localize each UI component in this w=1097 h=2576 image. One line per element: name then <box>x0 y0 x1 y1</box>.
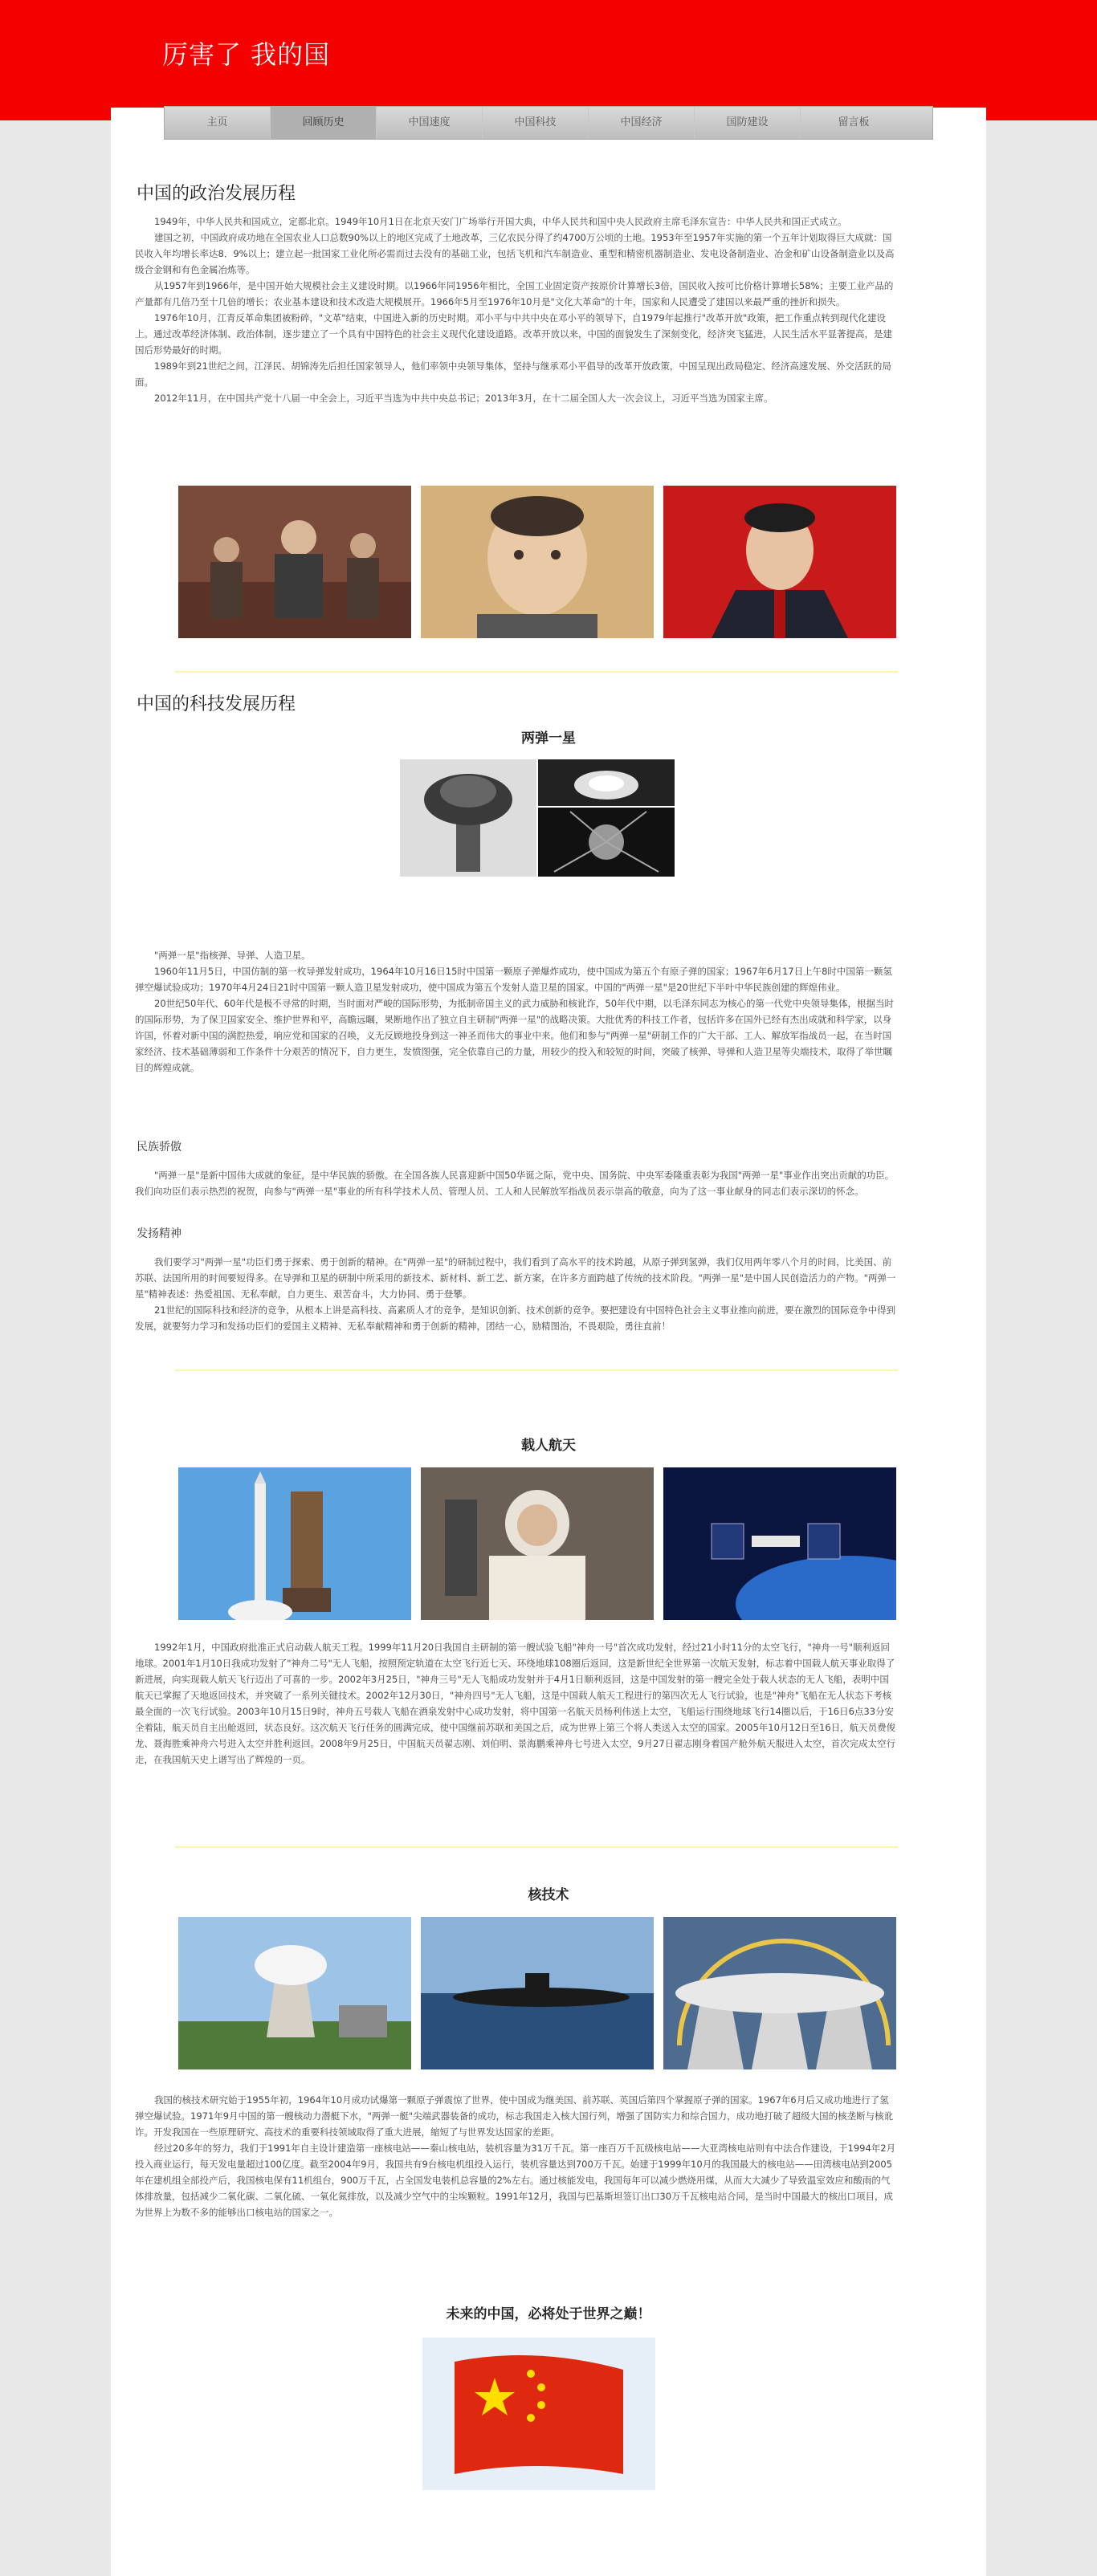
politics-title: 中国的政治发展历程 <box>137 184 296 204</box>
xi-portrait-photo <box>663 486 896 638</box>
nuclear-plant-photo <box>178 1917 411 2069</box>
spirit-paragraph: 我们要学习"两弹一星"功臣们勇于探索、勇于创新的精神。在"两弹一星"的研制过程中，我们看到了高水平的技术跨越，从原子弹到氢弹，我们仅用两年零八个月的时间，比美国、前苏联、法国所用的时间要短得多。在导弹和卫星的研制中所采用的新技术、新材料、新工艺、新方案，在许多方面跨越了传统的技术阶段。"两弹一星"是中国人民创造活力的产物。"两弹一星"精神表述：热爱祖国、无私奉献，自力更生、艰苦奋斗，大力协同、勇于登攀。 <box>135 1256 896 1300</box>
nav-item-guestbook[interactable]: 留言板 <box>838 116 870 128</box>
politics-paragraph: 2012年11月，在中国共产党十八届一中全会上，习近平当选为中共中央总书记；2013年3月，在十二届全国人大一次会议上，习近平当选为国家主席。 <box>154 393 773 404</box>
main-nav <box>164 106 933 140</box>
mao-founding-photo <box>178 486 411 638</box>
section-divider <box>175 671 898 673</box>
section-divider <box>175 1369 898 1371</box>
pride-paragraph: "两弹一星"是新中国伟大成就的象征，是中华民族的骄傲。在全国各族人民喜迎新中国50华诞之际，党中央、国务院、中央军委隆重表彰为我国"两弹一星"事业作出突出贡献的功臣。我们向功臣们表示热烈的祝贺，向参与"两弹一星"事业的所有科学技术人员、管理人员、工人和人民解放军指战员表示崇高的敬意，向为了这一事业献身的同志们表示深切的怀念。 <box>135 1170 895 1197</box>
section-divider <box>175 1846 898 1848</box>
liangdan-paragraph: "两弹一星"指核弹、导弹、人造卫星。 <box>154 950 311 961</box>
politics-paragraph: 1989年到21世纪之间，江泽民、胡锦涛先后担任国家领导人，他们率领中央领导集体，坚持与继承邓小平倡导的改革开放政策，中国呈现出政局稳定、经济高速发展、外交活跃的局面。 <box>135 360 891 388</box>
liangdan-text <box>135 947 898 1076</box>
header-bar <box>0 0 1097 120</box>
cooling-towers-photo <box>663 1917 896 2069</box>
deng-portrait-photo <box>421 486 654 638</box>
spirit-text <box>135 1254 898 1334</box>
pride-title: 民族骄傲 <box>137 1141 181 1154</box>
nuclear-text <box>135 2092 898 2220</box>
site-title: 厉害了 我的国 <box>162 39 331 70</box>
liangdan-paragraph: 20世纪50年代、60年代是极不寻常的时期，当时面对严峻的国际形势，为抵制帝国主义的武力威胁和核讹诈，50年代中期，以毛泽东同志为核心的第一代党中央领导集体，根据当时的国际形势，为了保卫国家安全、维护世界和平，高瞻远瞩，果断地作出了独立自主研制"两弹一星"的战略决策。大批优秀的科技工作者，包括许多在国外已经有杰出成就和科学家，以身许国，怀着对新中国的满腔热爱，响应党和国家的召唤，义无反顾地投身到这一神圣而伟大的事业中来。他们和参与"两弹一星"研制工作的广大干部、工人、解放军指战员一起，在当时国家经济、技术基础薄弱和工作条件十分艰苦的情况下，自力更生，发愤图强，完全依靠自己的力量，用较少的投入和较短的时间，突破了核弹、导弹和人造卫星等尖端技术，取得了举世瞩目的辉煌成就。 <box>135 998 895 1073</box>
nav-item-speed[interactable]: 中国速度 <box>377 107 483 139</box>
nav-item-history[interactable]: 回顾历史 <box>271 107 377 139</box>
spirit-title: 发扬精神 <box>137 1227 181 1240</box>
rocket-launch-photo <box>178 1467 411 1620</box>
china-flag-photo <box>422 2338 655 2490</box>
nuclear-title: 核技术 <box>528 1887 569 1903</box>
pride-text <box>135 1167 898 1199</box>
politics-paragraph: 从1957年到1966年，是中国开始大规模社会主义建设时期。以1966年同1956年相比，全国工业固定资产按原价计算增长3倍，国民收入按可比价格计算增长58%；主要工业产品的产量都有几倍乃至十几倍的增长；农业基本建设和技术改造大规模展开。1966年5月至1976年10月是"文化大革命"的十年，国家和人民遭受了建国以来最严重的挫折和损失。 <box>135 280 894 307</box>
spirit-paragraph: 21世纪的国际科技和经济的竞争，从根本上讲是高科技、高素质人才的竞争，是知识创新、技术创新的竞争。要把建设有中国特色社会主义事业推向前进，要在激烈的国际竞争中得到发展，就要努力学习和发扬功臣们的爱国主义精神、无私奉献精神和勇于创新的精神，团结一心，励精图治，不畏艰险，勇往直前！ <box>135 1304 896 1332</box>
space-station-photo <box>663 1467 896 1620</box>
politics-paragraph: 1976年10月，江青反革命集团被粉碎，"文革"结束，中国进入新的历史时期。邓小平与中共中央在邓小平的领导下，自1979年起推行"改革开放"政策，把工作重点转到现代化建设上。通过改革经济体制、政治体制，逐步建立了一个具有中国特色的社会主义现代化建设道路。改革开放以来，中国的面貌发生了深刻变化，经济突飞猛进，人民生活水平显著提高，是建国后形势最好的时期。 <box>135 312 892 356</box>
liangdan-paragraph: 1960年11月5日，中国仿制的第一枚导弹发射成功，1964年10月16日15时中国第一颗原子弹爆炸成功，使中国成为第五个有原子弹的国家；1967年6月17日上午8时中国第一颗氢弹空爆试验成功；1970年4月24日21时中国第一颗人造卫星发射成功，使中国成为第五个发射人造卫星的国家。中国的"两弹一星"是20世纪下半叶中华民族创建的辉煌伟业。 <box>135 966 892 993</box>
astronaut-photo <box>421 1467 654 1620</box>
mushroom-cloud-photo <box>400 759 536 877</box>
satellite-photo <box>538 808 675 877</box>
nav-item-technology[interactable]: 中国科技 <box>483 107 589 139</box>
future-title: 未来的中国，必将处于世界之巅！ <box>446 2306 651 2322</box>
nuclear-paragraph: 经过20多年的努力，我们于1991年自主设计建造第一座核电站——秦山核电站，装机容量为31万千瓦。第一座百万千瓦级核电站——大亚湾核电站则有中法合作建设，于1994年2月投入商业运行，每天发电量超过100亿度。截至2004年9月，我国共有9台核电机组投入运行，装机容量达到700万千瓦。始建于1999年10月的我国最大的核电站——田湾核电站到2005年在建机组全部投产后，我国核电保有11机组台，900万千瓦，占全国发电装机总容量的2%左右。通过核能发电，我国每年可以减少燃烧用煤，从而大大减少了导致温室效应和酸雨的气体排放量，包括减少二氧化碳、二氧化硫、一氧化氮排放，以及减少空气中的尘埃颗粒。1991年12月，我国与巴基斯坦签订出口30万千瓦核电站合同，是当时中国最大的核出口项目，成为世界上为数不多的能够出口核电站的国家之一。 <box>135 2143 896 2218</box>
submarine-photo <box>421 1917 654 2069</box>
explosion-photo <box>538 759 675 806</box>
liangdan-title: 两弹一星 <box>521 730 576 747</box>
politics-paragraph: 1949年，中华人民共和国成立，定都北京。1949年10月1日在北京天安门广场举行开国大典，中华人民共和国中央人民政府主席毛泽东宣告：中华人民共和国正式成立。 <box>154 216 847 227</box>
tech-title: 中国的科技发展历程 <box>137 694 296 714</box>
politics-text <box>135 214 898 406</box>
space-text <box>135 1639 898 1768</box>
politics-paragraph: 建国之初，中国政府成功地在全国农业人口总数90%以上的地区完成了土地改革，三亿农民分得了约4700万公顷的土地。1953年至1957年实施的第一个五年计划取得巨大成就：国民收入年均增长率达8．9%以上；建立起一批国家工业化所必需而过去没有的基础工业，包括飞机和汽车制造业、重型和精密机器制造业、发电设备制造业、冶金和矿山设备制造业以及高级合金钢和有色金属冶炼等。 <box>135 232 895 275</box>
nav-item-defense[interactable]: 国防建设 <box>695 107 801 139</box>
nuclear-paragraph: 我国的核技术研究始于1955年初，1964年10月成功试爆第一颗原子弹震惊了世界，使中国成为继美国、前苏联、英国后第四个掌握原子弹的国家。1967年6月后又成功地进行了氢弹空爆试验。1971年9月中国的第一艘核动力潜艇下水，"两弹一艇"尖端武器装备的成功，标志我国走入核大国行列，增强了国防实力和综合国力，成功地打破了超级大国的核垄断与核讹诈。开发我国在一些原理研究、高技术的重要科技领域取得了重大进展，缩短了与世界发达国家的差距。 <box>135 2094 894 2138</box>
nav-item-home[interactable]: 主页 <box>165 107 271 139</box>
space-title: 载人航天 <box>521 1438 576 1454</box>
space-paragraph: 1992年1月，中国政府批准正式启动载人航天工程。1999年11月20日我国自主研制的第一艘试验飞船"神舟一号"首次成功发射，经过21小时11分的太空飞行，"神舟一号"顺利返回地球。2001年1月10日我成功发射了"神舟二号"无人飞船，按照预定轨道在太空飞行近七天、环绕地球108圈后返回，这是新世纪全世界第一次航天发射，标志着中国载人航天事业取得了新进展，向实现载人航天飞行迈出了可喜的一步。2002年3月25日，"神舟三号"无人飞船成功发射并于4月1日顺利返回，这是中国发射的第一艘完全处于载人状态的无人飞船，表明中国航天已掌握了天地返回技术，并突破了一系列关键技术。2002年12月30日，"神舟四号"无人飞船，这是中国载人航天工程进行的第四次无人飞行试验，也是"神舟"飞船在无人状态下考核最全面的一次飞行试验。2003年10月15日9时，神舟五号载人飞船在酒泉发射中心成功发射，将中国第一名航天员杨利伟送上太空，飞船运行围绕地球飞行14圈以后，于16日6点33分安全着陆，航天员自主出舱返回，状态良好。这次航天飞行任务的圆满完成，使中国继前苏联和美国之后，成为世界上第三个将人类送入太空的国家。2005年10月12日至16日，航天员费俊龙、聂海胜乘神舟六号进入太空并胜利返回。2008年9月25日，中国航天员翟志刚、刘伯明、景海鹏乘神舟七号进入太空，9月27日翟志刚身着国产舱外航天服进入太空，首次完成太空行走，在我国航天史上谱写出了辉煌的一页。 <box>135 1642 896 1765</box>
nav-item-economy[interactable]: 中国经济 <box>589 107 695 139</box>
